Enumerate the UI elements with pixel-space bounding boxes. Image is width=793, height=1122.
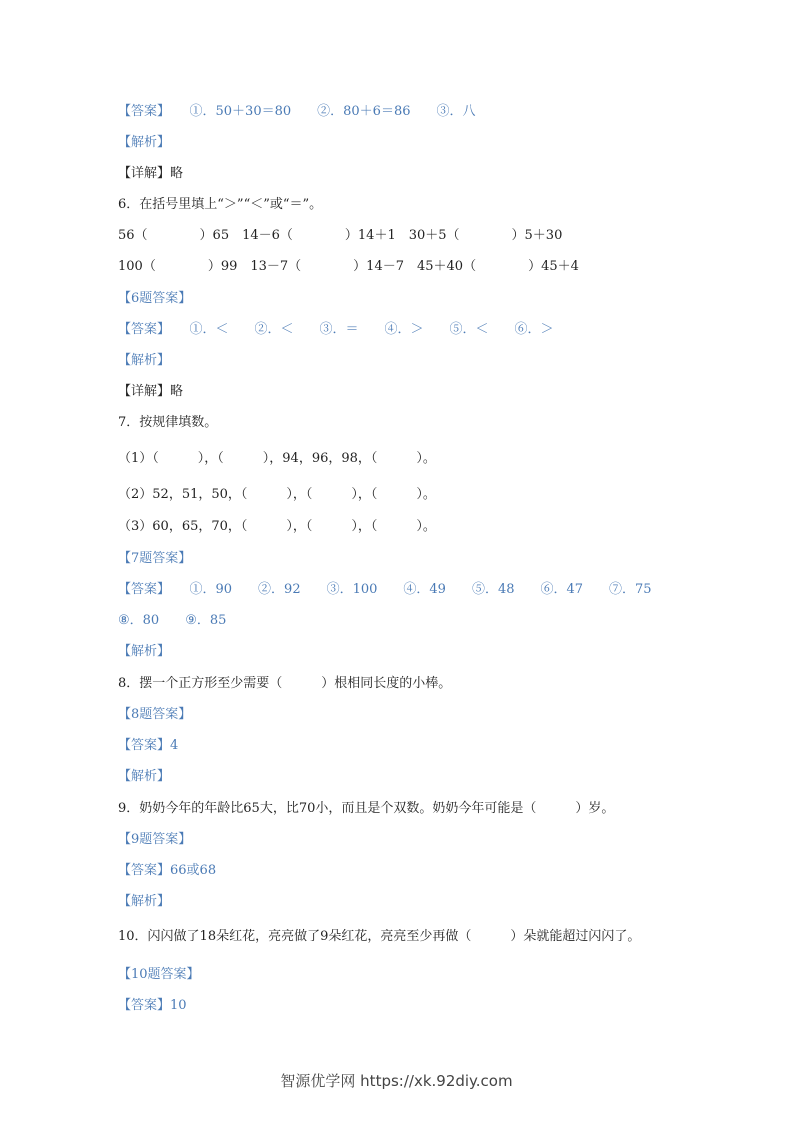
- text-line: 【答案】 ①．90 ②．92 ③．100 ④．49 ⑤．48 ⑥．47 ⑦．75: [118, 582, 652, 597]
- text-line: 【答案】10: [118, 998, 187, 1013]
- text-line: ⑧．80 ⑨．85: [118, 613, 227, 628]
- text-line: 【答案】66或68: [118, 863, 217, 878]
- text-line: 【详解】略: [118, 166, 184, 181]
- text-line: 【答案】4: [118, 738, 179, 753]
- text-line: 【答案】 ①．＜ ②．＜ ③．＝ ④．＞ ⑤．＜ ⑥．＞: [118, 322, 554, 337]
- text-line: 【答案】 ①．50＋30＝80 ②．80＋6＝86 ③．八: [118, 104, 476, 119]
- text-line: 【解析】: [118, 644, 171, 659]
- text-line: 10．闪闪做了18朵红花，亮亮做了9朵红花，亮亮至少再做（ ）朵就能超过闪闪了。: [118, 929, 641, 944]
- text-line: 【解析】: [118, 769, 171, 784]
- text-line: （2）52，51，50，（ ），（ ），（ ）。: [118, 487, 436, 502]
- text-line: 7．按规律填数。: [118, 415, 218, 430]
- text-line: 100（ ）99 13－7（ ）14－7 45＋40（ ）45＋4: [118, 259, 579, 274]
- text-line: （3）60，65，70，（ ），（ ），（ ）。: [118, 519, 436, 534]
- text-line: 【6题答案】: [118, 291, 192, 306]
- text-line: 【解析】: [118, 894, 171, 909]
- text-line: 9．奶奶今年的年龄比65大，比70小，而且是个双数。奶奶今年可能是（ ）岁。: [118, 801, 615, 816]
- text-line: 【7题答案】: [118, 551, 192, 566]
- text-line: 【10题答案】: [118, 967, 200, 982]
- text-line: 【解析】: [118, 353, 171, 368]
- text-line: 56（ ）65 14－6（ ）14＋1 30＋5（ ）5＋30: [118, 228, 563, 243]
- footer-watermark: 智源优学网 https://xk.92diy.com: [280, 1072, 513, 1090]
- text-line: 【解析】: [118, 135, 171, 150]
- text-line: 8．摆一个正方形至少需要（ ）根相同长度的小棒。: [118, 676, 452, 691]
- text-line: 【8题答案】: [118, 707, 192, 722]
- text-line: （1）（ ），（ ），94，96，98，（ ）。: [118, 451, 436, 466]
- text-line: 【详解】略: [118, 384, 184, 399]
- text-line: 【9题答案】: [118, 832, 192, 847]
- text-line: 6．在括号里填上“＞”“＜”或“＝”。: [118, 197, 323, 212]
